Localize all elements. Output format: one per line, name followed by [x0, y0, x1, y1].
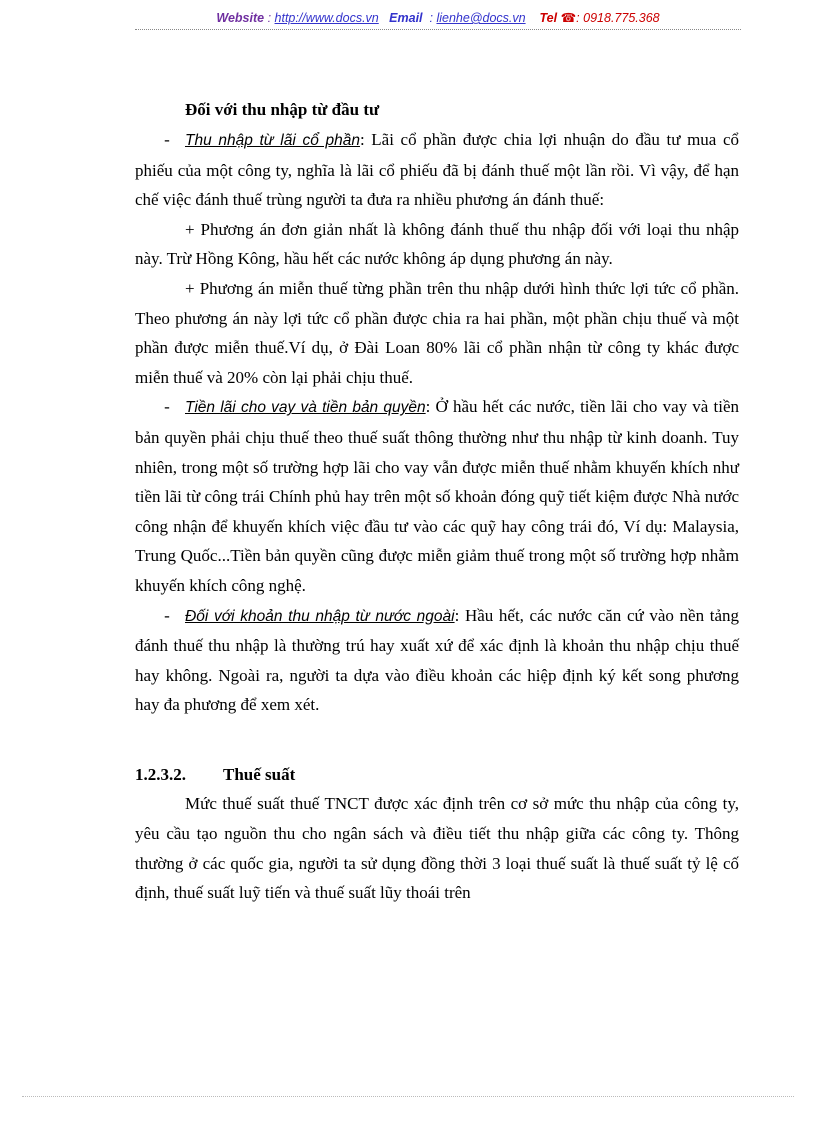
tel-colon: :	[576, 11, 580, 25]
phone-number: 0918.775.368	[583, 11, 660, 25]
paragraph: + Phương án đơn giản nhất là không đánh thuế thu nhập đối với loại thu nhập này. Trừ Hồng Kông, hầu hết các nước không áp dụng phương án này.	[135, 219, 739, 269]
email-label: Email	[389, 11, 423, 25]
list-item	[135, 125, 739, 215]
section-title: Thuế suất	[223, 764, 296, 784]
footer-divider	[22, 1096, 794, 1097]
item-text: : Lãi cổ phần được chia lợi nhuận do đầu tư mua cổ phiếu của một công ty, nghĩa là lãi cổ phiếu đã bị đánh thuế một lần rồi. Vì vậy, để hạn chế việc đánh thuế trùng người ta đưa ra nhiều phương án đánh thuế:	[135, 130, 739, 210]
item-topic: Đối với khoản thu nhập từ nước ngoài	[185, 607, 455, 625]
website-link[interactable]: http://www.docs.vn	[274, 11, 379, 25]
item-topic: Tiền lãi cho vay và tiền bản quyền	[185, 399, 426, 417]
website-colon: :	[267, 11, 272, 25]
paragraph: + Phương án miễn thuế từng phần trên thu nhập dưới hình thức lợi tức cổ phần. Theo phương án này lợi tức cổ phần được chia ra hai phần, một phần chịu thuế và một phần được miễn thuế.Ví dụ, ở Đài Loan 80% lãi cổ phần nhận từ công ty khác được miễn thuế và 20% còn lại phải chịu thuế.	[135, 278, 739, 387]
email-link[interactable]: lienhe@docs.vn	[436, 11, 526, 25]
section-number: 1.2.3.2.	[135, 764, 186, 784]
phone-icon: ☎	[560, 11, 577, 25]
item-text: : Ở hầu hết các nước, tiền lãi cho vay và tiền bản quyền phải chịu thuế theo thuế suất thông thường như thu nhập từ kinh doanh. Tuy nhiên, trong một số trường hợp lãi cho vay vẫn được miễn thuế nhằm khuyến khích như tiền lãi từ công trái Chính phủ hay trên một số khoản đóng quỹ tiết kiệm được Nhà nước công nhận để khuyến khích việc đầu tư vào các quỹ hay công trái đó, Ví dụ: Malaysia, Trung Quốc...Tiền bản quyền cũng được miễn giảm thuế trong một số trường hợp nhằm khuyến khích công nghệ.	[135, 397, 740, 595]
list-dash: -	[164, 130, 170, 149]
list-item	[135, 601, 739, 720]
header-divider	[135, 29, 741, 30]
paragraph: Mức thuế suất thuế TNCT được xác định trên cơ sở mức thu nhập của công ty, yêu cầu tạo nguồn thu cho ngân sách và điều tiết thu nhập giữa các công ty. Thông thường ở các quốc gia, người ta sử dụng đồng thời 3 loại thuế suất là thuế suất tỷ lệ cố định, thuế suất luỹ tiến và thuế suất lũy thoái trên	[135, 794, 739, 903]
item-text: : Hầu hết, các nước căn cứ vào nền tảng đánh thuế thu nhập là thường trú hay xuất xứ để xác định là khoản thu nhập chịu thuế hay không. Ngoài ra, người ta dựa vào điều khoản các hiệp định ký kết song phương hay đa phương để xem xét.	[135, 605, 739, 715]
list-dash: -	[164, 397, 170, 417]
tel-label: Tel	[539, 11, 558, 25]
page-header	[135, 10, 741, 25]
document-body	[135, 97, 739, 908]
email-colon: :	[429, 11, 433, 25]
list-item	[135, 392, 739, 600]
item-topic: Thu nhập từ lãi cổ phần	[185, 132, 360, 149]
subsection-heading: Đối với thu nhập từ đầu tư	[185, 100, 380, 119]
section-heading	[135, 760, 739, 790]
website-label: Website	[216, 11, 265, 25]
list-dash: -	[164, 605, 170, 625]
